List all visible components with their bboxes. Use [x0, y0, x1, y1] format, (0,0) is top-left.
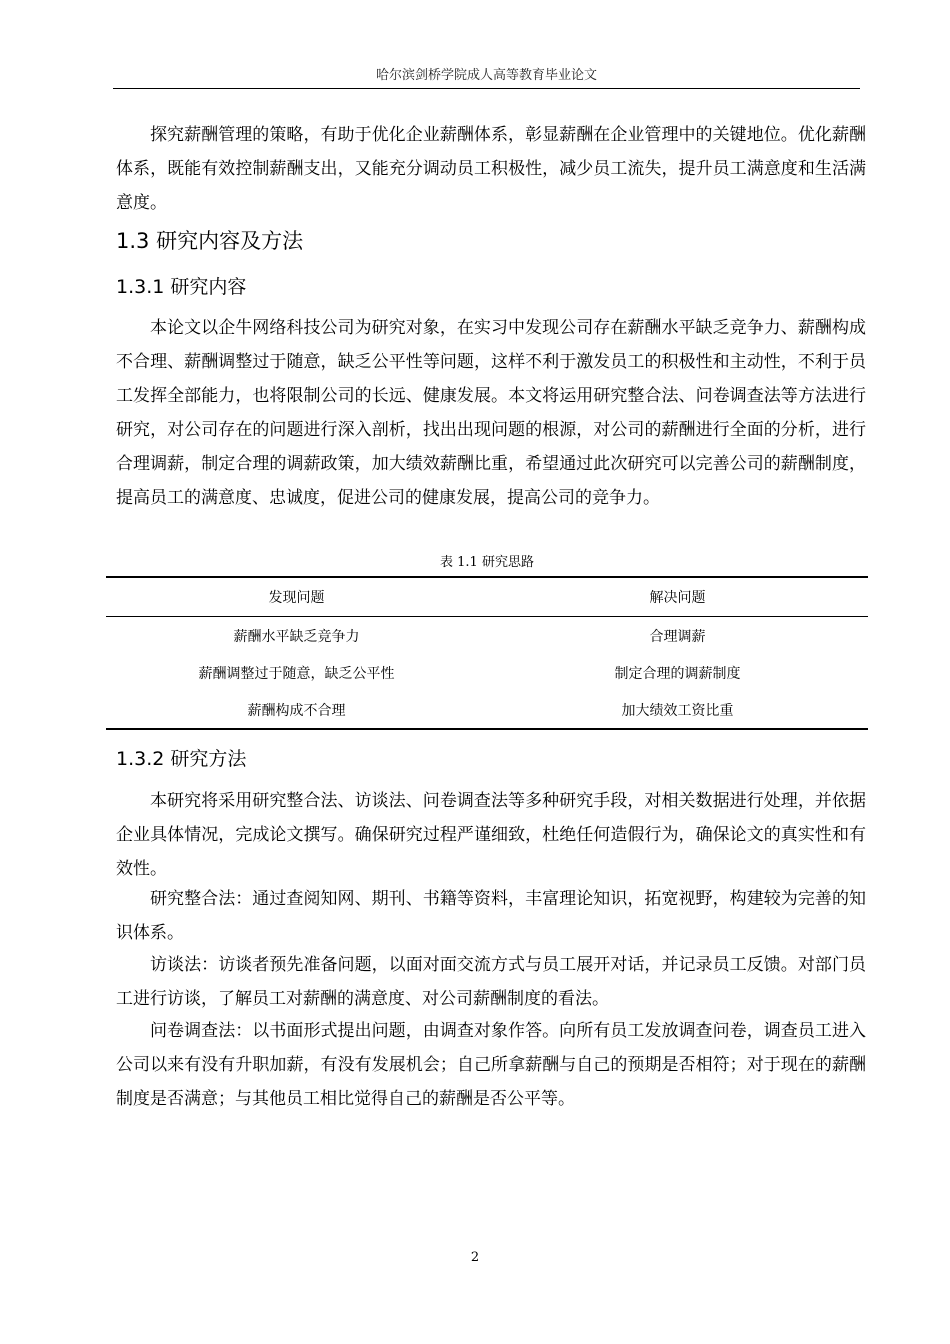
header-divider [113, 88, 860, 89]
table-row [106, 617, 868, 654]
section-heading-1-3: 1.3 研究内容及方法 [116, 229, 304, 253]
table-cell: 加大绩效工资比重 [621, 702, 734, 719]
table-header-row [106, 578, 868, 617]
table-row [106, 691, 868, 728]
research-approach-table [106, 576, 868, 730]
section-heading-1-3-1: 1.3.1 研究内容 [116, 276, 247, 298]
method-interview-paragraph: 访谈法：访谈者预先准备问题，以面对面交流方式与员工展开对话，并记录员工反馈。对部门员工进行访谈，了解员工对薪酬的满意度、对公司薪酬制度的看法。 [116, 955, 866, 1009]
methods-paragraph: 本研究将采用研究整合法、访谈法、问卷调查法等多种研究手段，对相关数据进行处理，并依据企业具体情况，完成论文撰写。确保研究过程严谨细致，杜绝任何造假行为，确保论文的真实性和有效性。 [116, 791, 866, 879]
table-header-cell: 解决问题 [649, 590, 706, 606]
research-content-paragraph: 本论文以企牛网络科技公司为研究对象，在实习中发现公司存在薪酬水平缺乏竞争力、薪酬构成不合理、薪酬调整过于随意，缺乏公平性等问题，这样不利于激发员工的积极性和主动性，不利于员工发挥全部能力，也将限制公司的长远、健康发展。本文将运用研究整合法、问卷调查法等方法进行研究，对公司存在的问题进行深入剖析，找出出现问题的根源，对公司的薪酬进行全面的分析，进行合理调薪，制定合理的调薪政策，加大绩效薪酬比重，希望通过此次研究可以完善公司的薪酬制度，提高员工的满意度、忠诚度，促进公司的健康发展，提高公司的竞争力。 [116, 318, 866, 508]
table-row [106, 654, 868, 691]
page-number: 2 [470, 1250, 480, 1265]
method-questionnaire-paragraph: 问卷调查法：以书面形式提出问题，由调查对象作答。向所有员工发放调查问卷，调查员工进入公司以来有没有升职加薪，有没有发展机会；自己所拿薪酬与自己的预期是否相符；对于现在的薪酬制度是否满意；与其他员工相比觉得自己的薪酬是否公平等。 [116, 1021, 866, 1109]
section-heading-1-3-2: 1.3.2 研究方法 [116, 748, 247, 770]
table-cell: 制定合理的调薪制度 [614, 665, 741, 682]
table-header-cell: 发现问题 [268, 590, 325, 606]
table-cell: 薪酬水平缺乏竞争力 [233, 628, 360, 645]
method-integration-paragraph: 研究整合法：通过查阅知网、期刊、书籍等资料，丰富理论知识，拓宽视野，构建较为完善的知识体系。 [116, 889, 866, 943]
table-cell: 薪酬调整过于随意，缺乏公平性 [198, 665, 395, 682]
table-cell: 薪酬构成不合理 [247, 702, 346, 719]
table-cell: 合理调薪 [649, 628, 706, 645]
running-header: 哈尔滨剑桥学院成人高等教育毕业论文 [375, 68, 597, 83]
intro-paragraph: 探究薪酬管理的策略，有助于优化企业薪酬体系，彰显薪酬在企业管理中的关键地位。优化薪酬体系，既能有效控制薪酬支出，又能充分调动员工积极性，减少员工流失，提升员工满意度和生活满意度。 [116, 125, 866, 213]
table-caption: 表 1.1 研究思路 [440, 555, 534, 570]
